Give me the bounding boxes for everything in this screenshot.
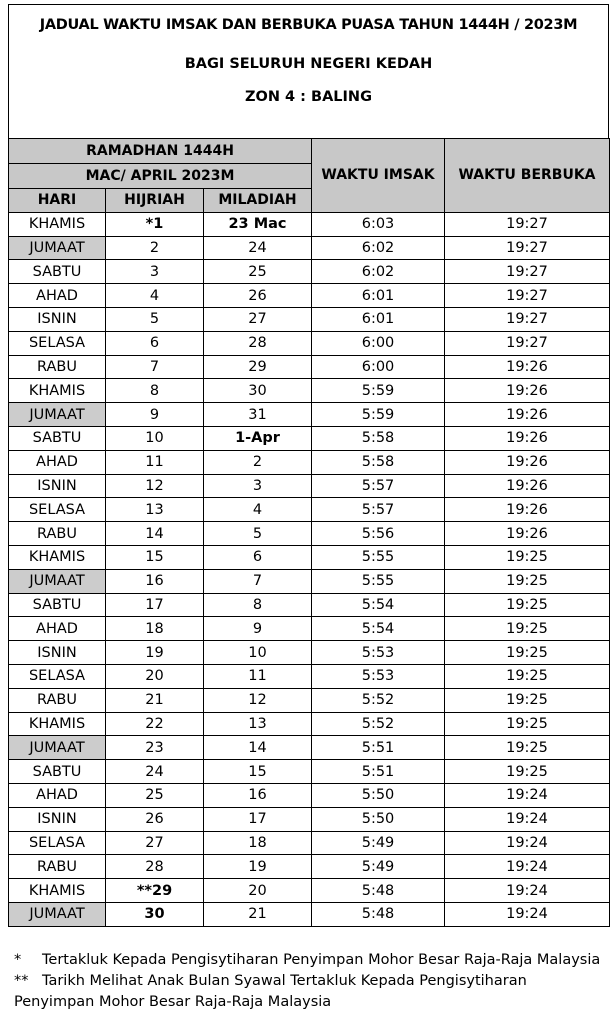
region-subtitle: BAGI SELURUH NEGERI KEDAH [184, 56, 433, 72]
miladiah-cell: 26 [204, 284, 312, 308]
day-cell: JUMAAT [9, 902, 106, 926]
miladiah-cell: 29 [204, 355, 312, 379]
table-row [9, 712, 610, 736]
imsak-cell: 6:02 [312, 260, 445, 284]
day-cell: ISNIN [9, 474, 106, 498]
footnotes [14, 950, 610, 1013]
day-cell: JUMAAT [9, 569, 106, 593]
miladiah-cell: 9 [204, 617, 312, 641]
table-row [9, 593, 610, 617]
berbuka-cell: 19:25 [445, 688, 610, 712]
imsak-cell: 5:52 [312, 688, 445, 712]
berbuka-cell: 19:26 [445, 379, 610, 403]
imsak-cell: 5:57 [312, 474, 445, 498]
imsak-header: WAKTU IMSAK [312, 139, 445, 213]
table-row [9, 450, 610, 474]
berbuka-cell: 19:25 [445, 617, 610, 641]
hijriah-cell: 27 [106, 831, 204, 855]
table-row [9, 474, 610, 498]
table-row [9, 403, 610, 427]
miladiah-cell: 23 Mac [204, 212, 312, 236]
berbuka-cell: 19:25 [445, 641, 610, 665]
miladiah-cell: 13 [204, 712, 312, 736]
day-cell: SABTU [9, 760, 106, 784]
hijriah-cell: 7 [106, 355, 204, 379]
hijriah-cell: 17 [106, 593, 204, 617]
miladiah-cell: 19 [204, 855, 312, 879]
hijriah-cell: 12 [106, 474, 204, 498]
berbuka-cell: 19:24 [445, 831, 610, 855]
table-row [9, 307, 610, 331]
berbuka-cell: 19:25 [445, 712, 610, 736]
day-cell: SABTU [9, 426, 106, 450]
miladiah-cell: 25 [204, 260, 312, 284]
imsak-cell: 6:03 [312, 212, 445, 236]
miladiah-cell: 31 [204, 403, 312, 427]
table-row [9, 545, 610, 569]
table-row [9, 807, 610, 831]
day-cell: ISNIN [9, 807, 106, 831]
miladiah-cell: 7 [204, 569, 312, 593]
hari-header: HARI [9, 189, 106, 213]
table-row [9, 260, 610, 284]
miladiah-cell: 17 [204, 807, 312, 831]
imsak-cell: 5:48 [312, 902, 445, 926]
day-cell: RABU [9, 688, 106, 712]
berbuka-cell: 19:26 [445, 522, 610, 546]
miladiah-cell: 11 [204, 664, 312, 688]
imsak-cell: 5:54 [312, 593, 445, 617]
footnote-1 [14, 950, 610, 971]
day-cell: ISNIN [9, 641, 106, 665]
berbuka-cell: 19:26 [445, 403, 610, 427]
day-cell: SELASA [9, 831, 106, 855]
hijriah-cell: 22 [106, 712, 204, 736]
hijriah-cell: 13 [106, 498, 204, 522]
day-cell: RABU [9, 355, 106, 379]
ramadhan-header: RAMADHAN 1444H [9, 139, 312, 164]
hijriah-cell: 8 [106, 379, 204, 403]
imsak-cell: 6:00 [312, 331, 445, 355]
day-cell: ISNIN [9, 307, 106, 331]
day-cell: KHAMIS [9, 379, 106, 403]
hijriah-header: HIJRIAH [106, 189, 204, 213]
table-row [9, 379, 610, 403]
miladiah-header: MILADIAH [204, 189, 312, 213]
day-cell: AHAD [9, 284, 106, 308]
table-row [9, 902, 610, 926]
berbuka-cell: 19:26 [445, 450, 610, 474]
imsak-cell: 5:53 [312, 641, 445, 665]
table-row [9, 641, 610, 665]
day-cell: JUMAAT [9, 236, 106, 260]
imsak-cell: 5:48 [312, 879, 445, 903]
berbuka-cell: 19:26 [445, 355, 610, 379]
day-cell: KHAMIS [9, 879, 106, 903]
document-title: JADUAL WAKTU IMSAK DAN BERBUKA PUASA TAHUN 1444H / 2023M [39, 17, 578, 33]
berbuka-cell: 19:25 [445, 593, 610, 617]
berbuka-cell: 19:25 [445, 664, 610, 688]
imsak-cell: 5:50 [312, 783, 445, 807]
miladiah-cell: 10 [204, 641, 312, 665]
miladiah-cell: 30 [204, 379, 312, 403]
footnote-1-mark: * [14, 952, 22, 968]
footnote-2-mark: ** [14, 973, 29, 989]
imsak-cell: 6:02 [312, 236, 445, 260]
imsak-cell: 5:49 [312, 831, 445, 855]
hijriah-cell: **29 [106, 879, 204, 903]
berbuka-cell: 19:25 [445, 569, 610, 593]
berbuka-cell: 19:26 [445, 426, 610, 450]
berbuka-cell: 19:27 [445, 284, 610, 308]
imsak-cell: 5:55 [312, 545, 445, 569]
table-row [9, 664, 610, 688]
table-row [9, 426, 610, 450]
title-box [8, 4, 609, 138]
hijriah-cell: 10 [106, 426, 204, 450]
hijriah-cell: 15 [106, 545, 204, 569]
berbuka-cell: 19:27 [445, 236, 610, 260]
table-row [9, 855, 610, 879]
imsak-cell: 5:55 [312, 569, 445, 593]
schedule-table [8, 138, 610, 927]
hijriah-cell: 19 [106, 641, 204, 665]
hijriah-cell: *1 [106, 212, 204, 236]
berbuka-header: WAKTU BERBUKA [445, 139, 610, 213]
footnote-2-continued: Penyimpan Mohor Besar Raja-Raja Malaysia [14, 994, 332, 1010]
footnote-1-text: Tertakluk Kepada Pengisytiharan Penyimpan Mohor Besar Raja-Raja Malaysia [42, 952, 601, 968]
imsak-cell: 5:49 [312, 855, 445, 879]
miladiah-cell: 16 [204, 783, 312, 807]
berbuka-cell: 19:24 [445, 879, 610, 903]
day-cell: SELASA [9, 664, 106, 688]
imsak-cell: 5:57 [312, 498, 445, 522]
table-row [9, 236, 610, 260]
berbuka-cell: 19:24 [445, 807, 610, 831]
table-row [9, 355, 610, 379]
hijriah-cell: 20 [106, 664, 204, 688]
imsak-cell: 6:01 [312, 284, 445, 308]
day-cell: SELASA [9, 331, 106, 355]
berbuka-cell: 19:26 [445, 498, 610, 522]
miladiah-cell: 5 [204, 522, 312, 546]
hijriah-cell: 16 [106, 569, 204, 593]
imsak-cell: 5:58 [312, 426, 445, 450]
hijriah-cell: 25 [106, 783, 204, 807]
day-cell: SABTU [9, 593, 106, 617]
day-cell: SABTU [9, 260, 106, 284]
miladiah-cell: 14 [204, 736, 312, 760]
day-cell: JUMAAT [9, 736, 106, 760]
imsak-cell: 6:01 [312, 307, 445, 331]
day-cell: KHAMIS [9, 545, 106, 569]
day-cell: SELASA [9, 498, 106, 522]
miladiah-cell: 4 [204, 498, 312, 522]
imsak-cell: 5:56 [312, 522, 445, 546]
miladiah-cell: 6 [204, 545, 312, 569]
day-cell: JUMAAT [9, 403, 106, 427]
hijriah-cell: 4 [106, 284, 204, 308]
imsak-cell: 5:54 [312, 617, 445, 641]
imsak-cell: 5:53 [312, 664, 445, 688]
miladiah-cell: 21 [204, 902, 312, 926]
imsak-cell: 6:00 [312, 355, 445, 379]
day-cell: KHAMIS [9, 712, 106, 736]
imsak-cell: 5:51 [312, 736, 445, 760]
berbuka-cell: 19:25 [445, 545, 610, 569]
table-row [9, 783, 610, 807]
hijriah-cell: 18 [106, 617, 204, 641]
miladiah-cell: 15 [204, 760, 312, 784]
day-cell: AHAD [9, 783, 106, 807]
imsak-cell: 5:59 [312, 403, 445, 427]
imsak-cell: 5:51 [312, 760, 445, 784]
footnote-2-text: Tarikh Melihat Anak Bulan Syawal Tertakluk Kepada Pengisytiharan [42, 973, 527, 989]
berbuka-cell: 19:27 [445, 260, 610, 284]
miladiah-cell: 28 [204, 331, 312, 355]
hijriah-cell: 23 [106, 736, 204, 760]
berbuka-cell: 19:26 [445, 474, 610, 498]
berbuka-cell: 19:27 [445, 331, 610, 355]
miladiah-cell: 3 [204, 474, 312, 498]
hijriah-cell: 14 [106, 522, 204, 546]
berbuka-cell: 19:24 [445, 855, 610, 879]
imsak-cell: 5:52 [312, 712, 445, 736]
berbuka-cell: 19:25 [445, 760, 610, 784]
table-row [9, 331, 610, 355]
hijriah-cell: 30 [106, 902, 204, 926]
berbuka-cell: 19:27 [445, 307, 610, 331]
hijriah-cell: 9 [106, 403, 204, 427]
table-row [9, 522, 610, 546]
miladiah-cell: 2 [204, 450, 312, 474]
day-cell: AHAD [9, 617, 106, 641]
footnote-2 [14, 971, 610, 992]
month-header: MAC/ APRIL 2023M [9, 164, 312, 189]
imsak-cell: 5:59 [312, 379, 445, 403]
table-row [9, 212, 610, 236]
table-row [9, 688, 610, 712]
zone-subtitle: ZON 4 : BALING [245, 89, 372, 105]
imsak-cell: 5:58 [312, 450, 445, 474]
miladiah-cell: 1-Apr [204, 426, 312, 450]
hijriah-cell: 2 [106, 236, 204, 260]
day-cell: RABU [9, 522, 106, 546]
table-row [9, 569, 610, 593]
table-row [9, 736, 610, 760]
miladiah-cell: 27 [204, 307, 312, 331]
hijriah-cell: 24 [106, 760, 204, 784]
hijriah-cell: 21 [106, 688, 204, 712]
miladiah-cell: 20 [204, 879, 312, 903]
day-cell: AHAD [9, 450, 106, 474]
table-row [9, 284, 610, 308]
imsak-cell: 5:50 [312, 807, 445, 831]
hijriah-cell: 28 [106, 855, 204, 879]
table-row [9, 760, 610, 784]
schedule-body [9, 212, 610, 926]
berbuka-cell: 19:24 [445, 902, 610, 926]
hijriah-cell: 5 [106, 307, 204, 331]
schedule-sheet [8, 4, 609, 927]
miladiah-cell: 18 [204, 831, 312, 855]
table-row [9, 498, 610, 522]
table-row [9, 879, 610, 903]
hijriah-cell: 26 [106, 807, 204, 831]
berbuka-cell: 19:24 [445, 783, 610, 807]
table-row [9, 831, 610, 855]
table-row [9, 617, 610, 641]
miladiah-cell: 12 [204, 688, 312, 712]
berbuka-cell: 19:27 [445, 212, 610, 236]
miladiah-cell: 8 [204, 593, 312, 617]
miladiah-cell: 24 [204, 236, 312, 260]
hijriah-cell: 3 [106, 260, 204, 284]
day-cell: KHAMIS [9, 212, 106, 236]
hijriah-cell: 11 [106, 450, 204, 474]
day-cell: RABU [9, 855, 106, 879]
berbuka-cell: 19:25 [445, 736, 610, 760]
hijriah-cell: 6 [106, 331, 204, 355]
